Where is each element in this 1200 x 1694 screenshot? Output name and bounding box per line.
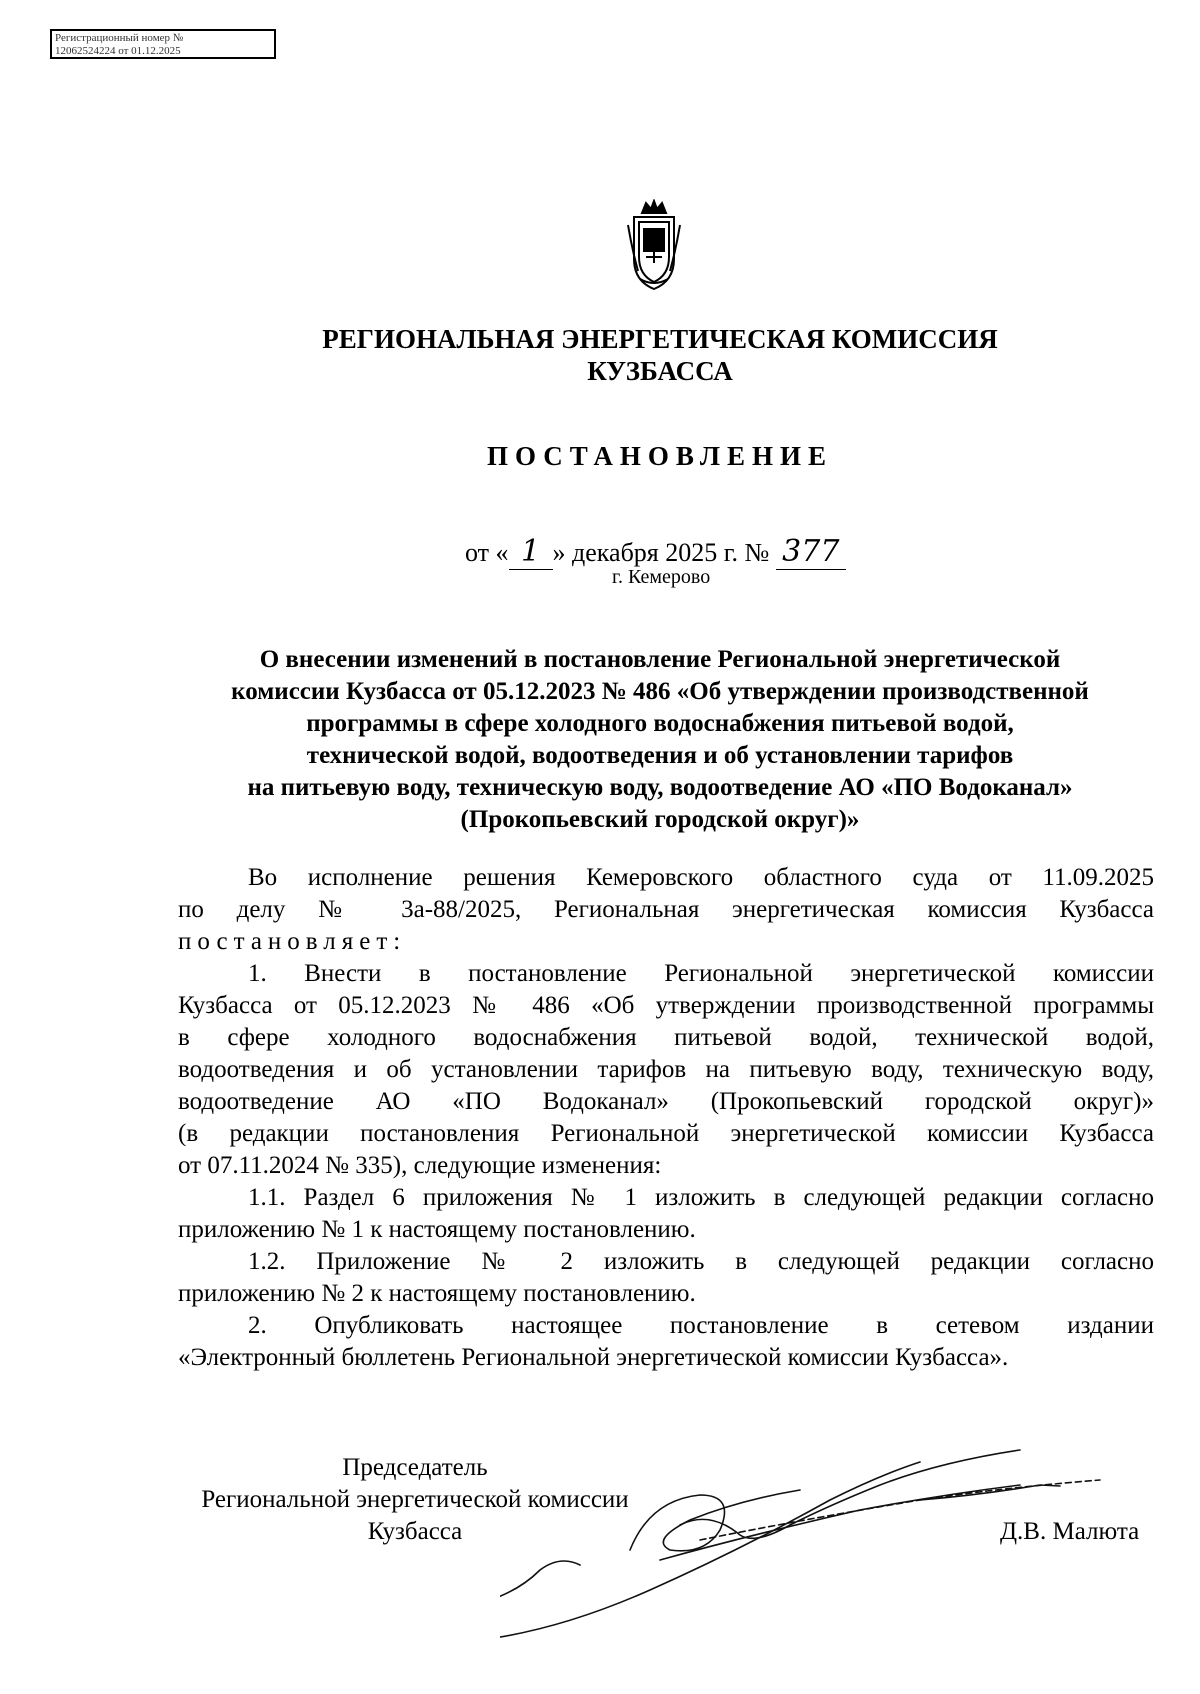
body-line: 1. Внести в постановление Региональной энергетической комиссии <box>248 960 1154 987</box>
registration-stamp <box>50 29 276 59</box>
body-line-resolves: постановляет: <box>178 928 407 955</box>
body-line: водоотведения и об установлении тарифов на питьевую воду, техническую воду, <box>178 1056 1154 1083</box>
body-line: Во исполнение решения Кемеровского областного суда от 11.09.2025 <box>248 864 1154 891</box>
body-line: в сфере холодного водоснабжения питьевой водой, технической водой, <box>178 1024 1154 1051</box>
document-type-heading: ПОСТАНОВЛЕНИЕ <box>486 441 834 471</box>
body-line: по делу № 3а-88/2025, Региональная энергетическая комиссия Кузбасса <box>178 896 1154 923</box>
city-location: г. Кемерово <box>612 566 711 588</box>
registration-number-label: Регистрационный номер № <box>55 32 184 44</box>
handwritten-day: 1 <box>509 534 553 570</box>
registration-number-value: 12062524224 от 01.12.2025 <box>55 45 181 57</box>
date-and-number-line <box>465 534 846 570</box>
organization-title-line-2: КУЗБАССА <box>587 356 733 386</box>
title-line: программы в сфере холодного водоснабжения питьевой водой, <box>306 710 1014 737</box>
title-line: технической водой, водоотведения и об установлении тарифов <box>306 742 1014 769</box>
body-line: 2. Опубликовать настоящее постановление в сетевом издании <box>248 1312 1154 1339</box>
signer-name: Д.В. Малюта <box>1000 1518 1140 1545</box>
title-line: на питьевую воду, техническую воду, водоотведение АО «ПО Водоканал» <box>247 774 1073 801</box>
organization-title-line-1: РЕГИОНАЛЬНАЯ ЭНЕРГЕТИЧЕСКАЯ КОМИССИЯ <box>322 324 998 354</box>
date-prefix: от « <box>465 538 509 567</box>
body-line: 1.2. Приложение № 2 изложить в следующей редакции согласно <box>248 1248 1154 1275</box>
signer-position-line-2: Региональной энергетической комиссии <box>201 1486 629 1513</box>
body-line: от 07.11.2024 № 335), следующие изменения: <box>178 1152 662 1179</box>
body-line: Кузбасса от 05.12.2023 № 486 «Об утверждении производственной программы <box>178 992 1154 1019</box>
signer-position-line-3: Кузбасса <box>367 1518 463 1545</box>
body-line: водоотведение АО «ПО Водоканал» (Прокопьевский городской округ)» <box>178 1088 1154 1115</box>
handwritten-signature <box>500 1440 1120 1650</box>
signer-position-line-1: Председатель <box>342 1454 488 1481</box>
body-line: «Электронный бюллетень Региональной энергетической комиссии Кузбасса». <box>178 1344 1009 1371</box>
title-line: (Прокопьевский городской округ)» <box>460 806 860 833</box>
coat-of-arms-icon <box>624 199 684 293</box>
title-line: О внесении изменений в постановление Региональной энергетической <box>259 646 1061 673</box>
body-line: приложению № 2 к настоящему постановлению. <box>178 1280 696 1307</box>
document-title <box>170 644 1150 836</box>
handwritten-document-number: 377 <box>776 534 846 570</box>
body-line: приложению № 1 к настоящему постановлению. <box>178 1216 696 1243</box>
date-month-year: » декабря 2025 г. № <box>552 538 770 567</box>
title-line: комиссии Кузбасса от 05.12.2023 № 486 «Об утверждении производственной <box>231 678 1089 705</box>
body-line: 1.1. Раздел 6 приложения № 1 изложить в следующей редакции согласно <box>248 1184 1154 1211</box>
body-line: (в редакции постановления Региональной энергетической комиссии Кузбасса <box>178 1120 1154 1147</box>
document-body <box>178 862 1154 1374</box>
